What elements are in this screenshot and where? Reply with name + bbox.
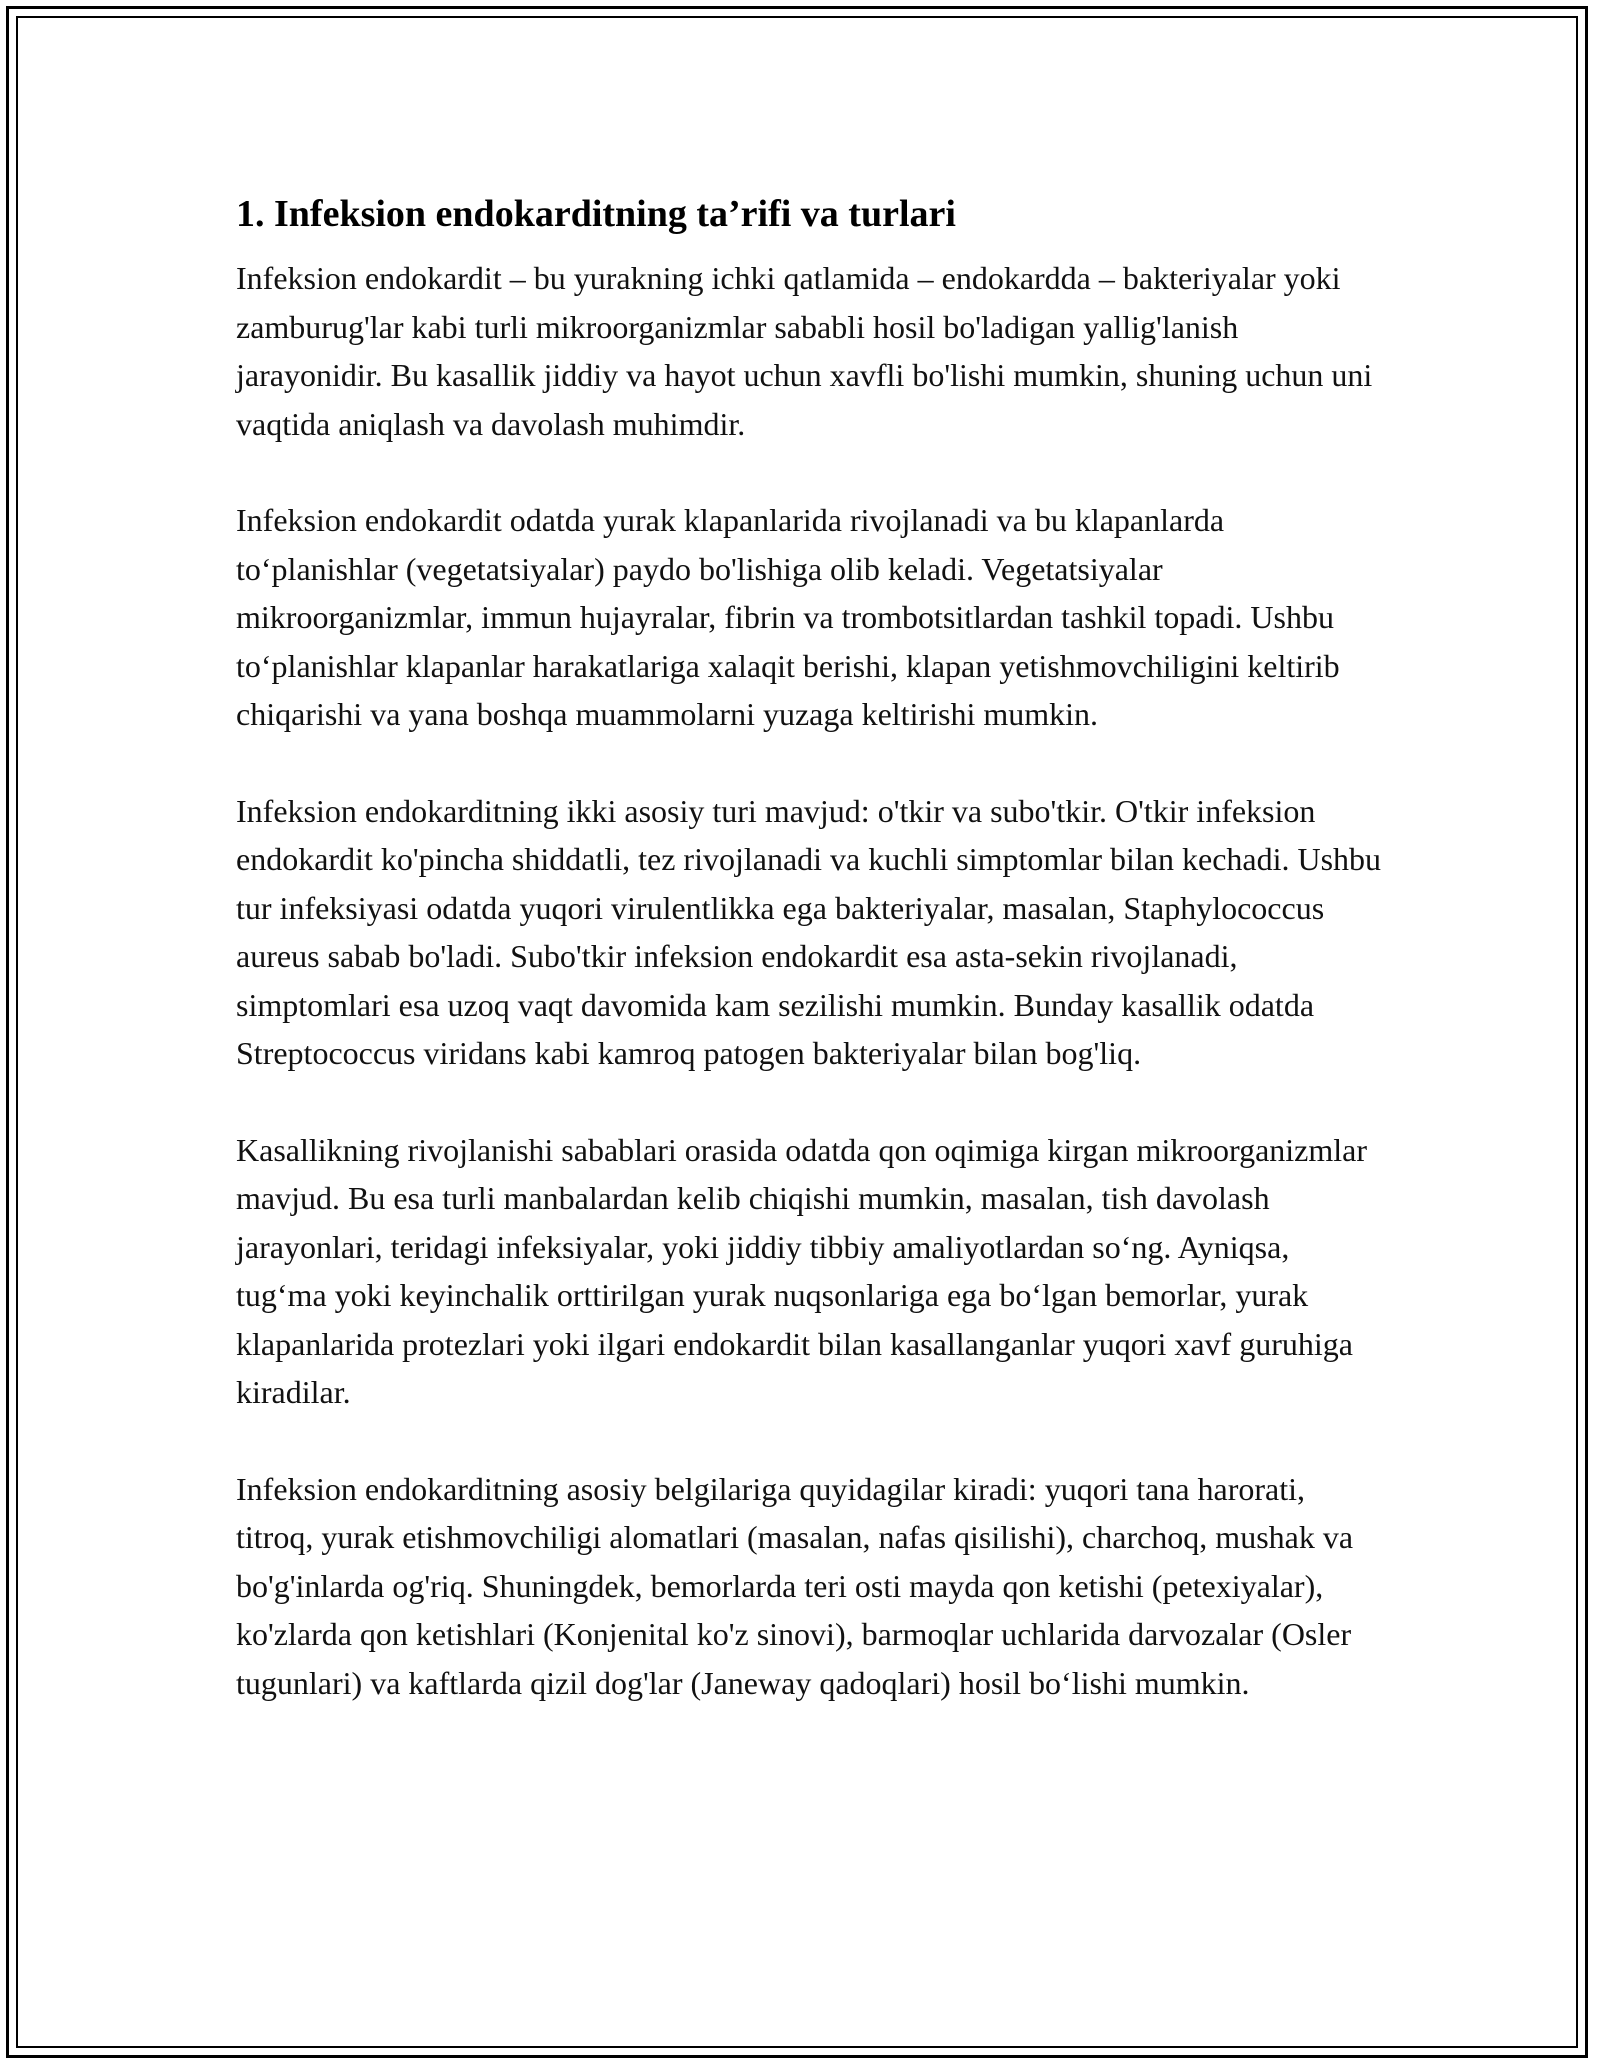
paragraph-definition: Infeksion endokardit – bu yurakning ichki qatlamida – endokardda – bakteriyalar yoki zamburug'lar kabi turli mikroorganizmlar sababli hosil bo'ladigan yallig'lanish jarayonidir. Bu kasallik jiddiy va hayot uchun xavfli bo'lishi mumkin, shuning uchun uni vaqtida aniqlash va davolash muhimdir. <box>236 260 1373 442</box>
section-heading: 1. Infeksion endokarditning ta’rifi va turlari <box>236 193 956 235</box>
paragraph-vegetations: Infeksion endokardit odatda yurak klapanlarida rivojlanadi va bu klapanlarda to‘planishlar (vegetatsiyalar) paydo bo'lishiga olib keladi. Vegetatsiyalar mikroorganizmlar, immun hujayralar, fibrin va trombotsitlardan tashkil topadi. Ushbu to‘planishlar klapanlar harakatlariga xalaqit berishi, klapan yetishmovchiligini keltirib chiqarishi va yana boshqa muammolarni yuzaga keltirishi mumkin. <box>236 502 1340 732</box>
document-body <box>236 188 1386 1755</box>
paragraph-types: Infeksion endokarditning ikki asosiy turi mavjud: o'tkir va subo'tkir. O'tkir infeksion endokardit ko'pincha shiddatli, tez rivojlanadi va kuchli simptomlar bilan kechadi. Ushbu tur infeksiyasi odatda yuqori virulentlikka ega bakteriyalar, masalan, Staphylococcus aureus sabab bo'ladi. Subo'tkir infeksion endokardit esa asta-sekin rivojlanadi, simptomlari esa uzoq vaqt davomida kam sezilishi mumkin. Bunday kasallik odatda Streptococcus viridans kabi kamroq patogen bakteriyalar bilan bog'liq. <box>236 792 1382 1071</box>
paragraph-causes: Kasallikning rivojlanishi sabablari orasida odatda qon oqimiga kirgan mikroorganizmlar mavjud. Bu esa turli manbalardan kelib chiqishi mumkin, masalan, tish davolash jarayonlari, teridagi infeksiyalar, yoki jiddiy tibbiy amaliyotlardan so‘ng. Ayniqsa, tug‘ma yoki keyinchalik orttirilgan yurak nuqsonlariga ega bo‘lgan bemorlar, yurak klapanlarida protezlari yoki ilgari endokardit bilan kasallanganlar yuqori xavf guruhiga kiradilar. <box>236 1131 1367 1410</box>
paragraph-symptoms: Infeksion endokarditning asosiy belgilariga quyidagilar kiradi: yuqori tana harorati, titroq, yurak etishmovchiligi alomatlari (masalan, nafas qisilishi), charchoq, mushak va bo'g'inlarda og'riq. Shuningdek, bemorlarda teri osti mayda qon ketishi (petexiyalar), ko'zlarda qon ketishlari (Konjenital ko'z sinovi), barmoqlar uchlarida darvozalar (Osler tugunlari) va kaftlarda qizil dog'lar (Janeway qadoqlari) hosil bo‘lishi mumkin. <box>236 1470 1354 1701</box>
